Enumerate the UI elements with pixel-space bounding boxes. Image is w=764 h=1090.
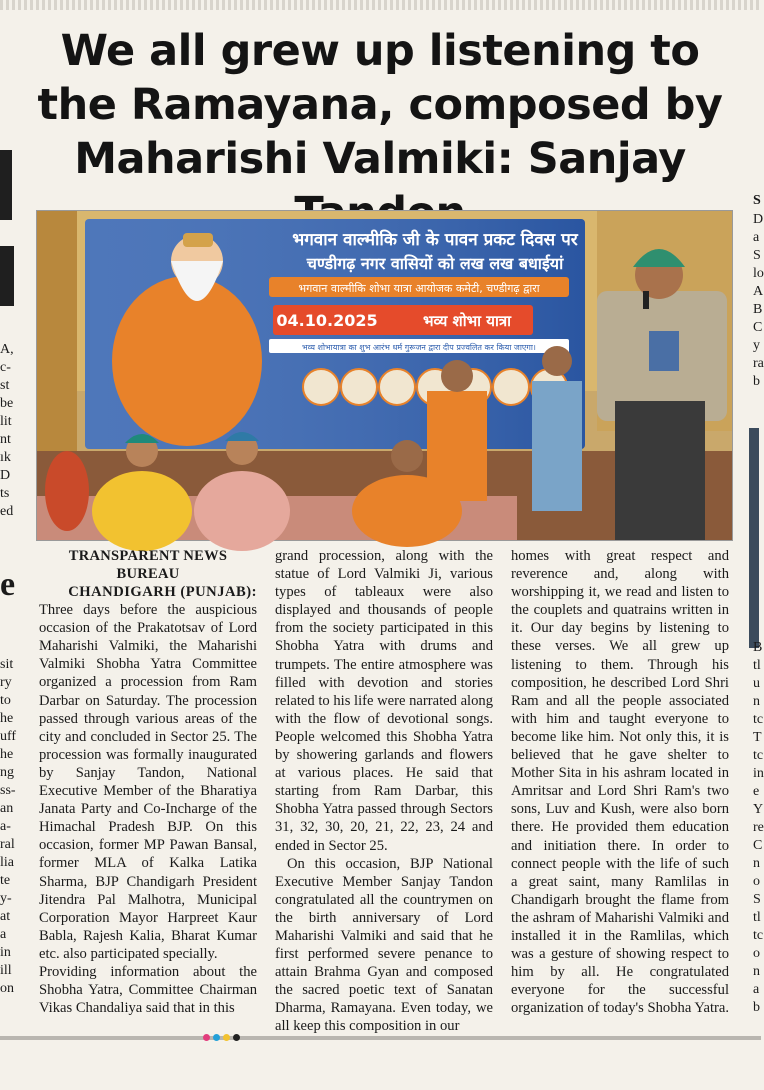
left-edge-fragment: a <box>0 927 7 942</box>
left-edge-fragment: uff <box>0 729 17 744</box>
yellow-dot <box>223 1034 230 1041</box>
event-banner <box>85 219 585 449</box>
paragraph: Providing information about the Shobha Yatra, Committee Chairman Vikas Chandaliya said that in this <box>39 963 257 1017</box>
right-edge-fragment: y <box>753 338 760 353</box>
left-edge-fragment: sit <box>0 657 14 672</box>
left-edge-fragment: ed <box>0 504 14 519</box>
right-edge-fragment: o <box>753 874 760 889</box>
cyan-dot <box>213 1034 220 1041</box>
left-edge-fragment: y- <box>0 891 12 906</box>
article-column-1 <box>39 547 257 1017</box>
paragraph: Three days before the auspicious occasion of the Prakatotsav of Lord Maharishi Valmiki, the Maharishi Valmiki Shobha Yatra Committee organized a procession from Ram Darbar on Saturday. The procession passed through various areas of the city and concluded in Sector 25. The procession was formally inaugurated by Sanjay Tandon, National Executive Member of the Bharatiya Janata Party and Co-Incharge of the Himachal Pradesh BJP. On this occasion, former MP Pawan Bansal, former MLA of Kalka Latika Sharma, BJP Chandigarh President Jitendra Pal Malhotra, Municipal Corporation Mayor Harpreet Kaur Babla, Rajesh Kalia, Bharat Kumar etc. also participated specially. <box>39 602 257 962</box>
left-edge-fragment: on <box>0 981 14 996</box>
left-edge-fragment: ts <box>0 486 10 501</box>
right-edge-fragment: a <box>753 230 760 245</box>
banner-line-3: भगवान वाल्मीकि शोभा यात्रा आयोजक कमेटी, चण्डीगढ़ द्वारा <box>298 282 540 295</box>
right-edge-fragment: A <box>753 284 764 299</box>
right-edge-fragment: tc <box>753 712 764 727</box>
right-edge-fragment: b <box>753 374 760 389</box>
left-edge-fragment: a- <box>0 819 11 834</box>
left-edge-fragment: be <box>0 396 14 411</box>
right-edge-fragment: S <box>753 892 761 907</box>
left-edge-fragment: A, <box>0 342 14 357</box>
right-edge-fragment: in <box>753 766 764 781</box>
left-edge-fragment: ral <box>0 837 15 852</box>
right-edge-fragment: Y <box>753 802 764 817</box>
right-column-image-edge <box>749 428 759 648</box>
left-edge-fragment: at <box>0 909 11 924</box>
right-edge-fragment: o <box>753 946 760 961</box>
top-border <box>0 0 761 10</box>
black-dot <box>233 1034 240 1041</box>
left-edge-fragment: c- <box>0 360 11 375</box>
article-column-2 <box>275 547 493 1036</box>
right-edge-fragment: n <box>753 964 760 979</box>
banner-note: भव्य शोभायात्रा का शुभ आरंभ धर्म गुरूजन द्वारा दीप प्रज्वलित कर किया जाएगा। <box>302 343 536 352</box>
left-edge-fragment: to <box>0 693 11 708</box>
dateline: CHANDIGARH (PUNJAB): <box>68 584 257 600</box>
left-edge-fragment: D <box>0 468 11 483</box>
left-edge-fragment: lia <box>0 855 14 870</box>
right-edge-fragment: ra <box>753 356 764 371</box>
right-edge-fragment: S <box>753 248 761 263</box>
left-column-image-edge <box>0 150 12 220</box>
left-edge-fragment: e <box>0 566 16 603</box>
right-edge-fragment: e <box>753 784 760 799</box>
right-edge-fragment: b <box>753 1000 760 1015</box>
right-edge-fragment: C <box>753 320 763 335</box>
left-edge-fragment: ss- <box>0 783 16 798</box>
left-edge-fragment: an <box>0 801 14 816</box>
right-edge-fragment: re <box>753 820 764 835</box>
left-edge-fragment: in <box>0 945 11 960</box>
left-column-image-edge-2 <box>0 246 14 306</box>
article-headline: We all grew up listening to the Ramayana, composed by Maharishi Valmiki: Sanjay <box>37 26 723 184</box>
left-edge-fragment: he <box>0 747 14 762</box>
banner-date: 04.10.2025 <box>276 311 378 330</box>
right-edge-fragment: T <box>753 730 762 745</box>
left-edge-fragment: ry <box>0 675 12 690</box>
magenta-dot <box>203 1034 210 1041</box>
banner-event: भव्य शोभा यात्रा <box>422 312 512 330</box>
left-edge-fragment: st <box>0 378 10 393</box>
paragraph: On this occasion, BJP National Executive Member Sanjay Tandon congratulated all the countrymen on the birth anniversary of Lord Maharishi Valmiki and said that he first performed severe penance to attain Brahma Gyan and composed the sacred poetic text of Sanatan Dharma, Ramayana. Even today, we all keep this composition in our <box>275 855 493 1035</box>
color-dots <box>203 1034 240 1041</box>
right-edge-fragment: tc <box>753 928 764 943</box>
byline: TRANSPARENT NEWS BUREAU <box>68 548 228 582</box>
right-edge-fragment: tc <box>753 748 764 763</box>
right-edge-fragment: tl <box>753 658 761 673</box>
paragraph: homes with great respect and reverence and, along with worshipping it, we read and listen to the couplets and quatrains written in it. Our day begins by listening to these verses. We all grew up listening to them. Through his composition, he described Lord Shri Ram and all the people associated with him and taught everyone to become like him. Not only this, it is believed that he gave shelter to Mother Sita in his ashram located in Amritsar and Lord Shri Ram's two sons, Luv and Kush, were also born there. He provided them education and initiation there. In order to connect people with the life of such a great saint, many Ramlilas in Chandigarh brought the flame from the ashram of Maharishi Valmiki and installed it in the Ramlilas, which was a gesture of showing respect to him by all. He congratulated everyone for the successful organization of today's Shobha Yatra. <box>511 548 729 1017</box>
right-edge-fragment: B <box>753 640 763 655</box>
right-edge-fragment: a <box>753 982 760 997</box>
left-edge-fragment: ık <box>0 450 11 465</box>
bottom-rule <box>0 1036 761 1040</box>
right-edge-fragment: n <box>753 856 760 871</box>
right-edge-fragment: C <box>753 838 763 853</box>
banner-line-2: चण्डीगढ़ नगर वासियों को लख लख बधाईयां <box>306 254 564 273</box>
left-edge-fragment: ng <box>0 765 14 780</box>
paragraph: grand procession, along with the statue of Lord Valmiki Ji, various types of tableaux were also displayed and thousands of people from the society participated in this Shobha Yatra with drums and trumpets. The entire atmosphere was filled with devotion and stories related to his life were narrated along with the flow of devotional songs. People welcomed this Shobha Yatra by showering garlands and flowers at various places. He said that starting from Ram Darbar, this Shobha Yatra passed through Sectors 31, 32, 30, 20, 21, 22, 23, 24 and ended in Sector 25. <box>275 548 493 854</box>
right-edge-fragment: n <box>753 694 760 709</box>
banner-line-1: भगवान वाल्मीकि जी के पावन प्रकट दिवस पर <box>292 230 578 250</box>
left-edge-fragment: lit <box>0 414 12 429</box>
right-edge-fragment: D <box>753 212 764 227</box>
right-edge-fragment: B <box>753 302 763 317</box>
right-edge-fragment: tl <box>753 910 761 925</box>
left-edge-fragment: nt <box>0 432 11 447</box>
article-column-3 <box>511 547 729 1017</box>
event-photo <box>36 210 733 541</box>
left-edge-fragment: te <box>0 873 11 888</box>
right-edge-fragment: S <box>753 193 761 208</box>
left-edge-fragment: he <box>0 711 14 726</box>
right-edge-fragment: lo <box>753 266 764 281</box>
left-edge-fragment: ill <box>0 963 12 978</box>
right-edge-fragment: u <box>753 676 760 691</box>
